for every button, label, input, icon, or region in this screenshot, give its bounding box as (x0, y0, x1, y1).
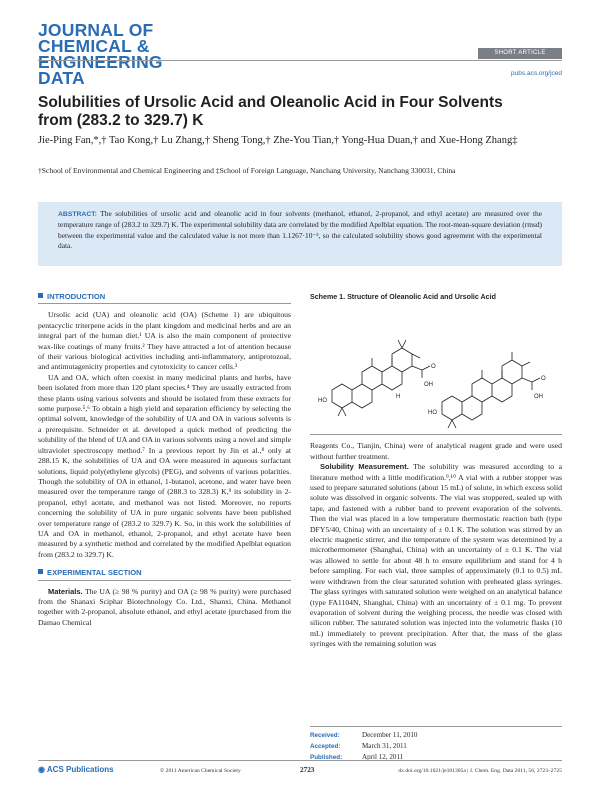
ring (502, 360, 522, 384)
publication-dates (310, 726, 562, 763)
journal-url[interactable]: pubs.acs.org/jced (511, 70, 562, 77)
doi-citation[interactable]: dx.doi.org/10.1021/je101305a | J. Chem. Eng. Data 2011, 56, 2723–2725 (398, 768, 562, 774)
paragraph (310, 462, 562, 649)
date-label: Received: (310, 732, 340, 739)
right-column (310, 292, 562, 650)
abstract-label: ABSTRACT: (58, 211, 97, 218)
paragraph-text: The solubility was measured according to a literature method with a little modification.⁹,¹⁰ A vial with a rubber stopper was used to prepare saturated solutions (about 15 mL) of solute, in which excess solid solute was dissolved in organic solvents. The vial was stoppered, sealed up with tape, and fastened with a rubber band to prevent evaporation of the solvents. Then the vial was placed in a low temperature thermostatic reaction bath (type DFY5/40, China) with an uncertainty of ± 0.1 K. The solution was stirred by an electric magnetic stirrer, and the temperature of the system was determined by a microthermometer (Shanghai, China) with an uncertainty of ± 0.1 K. The vial was allowed to settle for about 48 h to ensure equilibrium and stand for 4 h before sampling. For each vial, three samples of approximately (0.1 to 0.5) mL were withdrawn from the clear saturated solution with preheated glass syringes. The glass syringes with saturated solution were weighed on an analytical balance (type FA1104N, Shanghai, China) with an uncertainty of ± 0.1 mg. To prevent evaporation of solvent during the weighing process, the needle was closed with silicon rubber. The saturated solution was injected into the volumetric flasks (10 mL) immediately to prevent precipitation. After that, the mass of the glass syringes with the remaining solution was (310, 462, 562, 649)
ring (442, 396, 462, 420)
section-heading-text: INTRODUCTION (47, 292, 106, 301)
section-marker-icon (38, 569, 43, 574)
atom-label: OH (534, 394, 543, 401)
journal-logo-line: CHEMICAL & (38, 36, 150, 56)
subsection-label: Materials. (48, 586, 83, 596)
journal-logo (38, 22, 208, 86)
carboxyl-bonds (522, 378, 540, 390)
atom-label: O (431, 364, 436, 371)
section-heading-text: EXPERIMENTAL SECTION (47, 568, 142, 578)
header-divider (38, 60, 562, 61)
date-value: April 12, 2011 (362, 753, 404, 761)
paragraph: Ursolic acid (UA) and oleanolic acid (OA) (Scheme 1) are ubiquitous pentacyclic triterpene acids in the plant kingdom and medicinal herbs and are an integral part of the human diet.¹ UA is also the main component of protective wax-like coatings of many fruits.² They have attracted a lot of attention because of their various biological activities including anti-inflammatory, antiprotozoal, and antimutagenicity properties and cytotoxicity to cancer cells.³ (38, 310, 291, 372)
ring (492, 378, 512, 402)
affiliation: †School of Environmental and Chemical Engineering and ‡School of Foreign Language, Nanchang University, Nanchang 330031, China (38, 166, 456, 175)
page-number: 2723 (300, 766, 315, 774)
section-heading-introduction (38, 292, 291, 304)
paragraph (38, 587, 291, 629)
journal-logo-line: JOURNAL OF (38, 20, 154, 40)
date-value: December 11, 2010 (362, 731, 418, 739)
subsection-label: Solubility Measurement. (320, 462, 409, 472)
publisher-logo (38, 765, 114, 774)
ring (362, 366, 382, 390)
paragraph: Reagents Co., Tianjin, China) were of analytical reagent grade and were used without further treatment. (310, 441, 562, 461)
atom-label: OH (424, 382, 433, 389)
journal-logo-line: ENGINEERING (38, 52, 163, 72)
date-row (310, 741, 562, 752)
abstract-text: The solubilities of ursolic acid and oleanolic acid in four solvents (methanol, ethanol, 2-propanol, and ethyl acetate) are measured over the temperature range of (283.2 to 329.7) K. The experimental solubility data are correlated by the modified Apelblat equation. The root-mean-square deviation (rmsd) between the experimental value and the calculated value is not more than 1.1267·10⁻³, so the calculated solubility shows good agreement with the experimental data. (58, 209, 542, 251)
copyright: © 2011 American Chemical Society (160, 768, 241, 774)
date-label: Published: (310, 754, 343, 761)
publisher-name: ACS Publications (46, 765, 114, 774)
ring (462, 396, 482, 420)
ring (392, 348, 412, 372)
atom-label: H (396, 394, 401, 401)
ring (472, 378, 492, 402)
journal-logo-line: DATA (38, 68, 85, 88)
article-title: Solubilities of Ursolic Acid and Oleanolic Acid in Four Solvents from (283.2 to 329.7) K (38, 94, 503, 129)
ring (382, 366, 402, 390)
scheme-figure (310, 302, 562, 435)
ring (332, 384, 352, 408)
atom-label: O (541, 376, 546, 383)
scheme-title: Scheme 1. Structure of Oleanolic Acid and Ursolic Acid (310, 293, 496, 301)
footer-divider (38, 760, 562, 761)
abstract-box (38, 202, 562, 266)
ring (352, 384, 372, 408)
date-row (310, 730, 562, 741)
date-row (310, 752, 562, 763)
date-label: Accepted: (310, 743, 341, 750)
atom-label: HO (428, 410, 437, 417)
atom-label: HO (318, 398, 327, 405)
article-type-badge: SHORT ARTICLE (478, 48, 562, 59)
carboxyl-bonds (412, 366, 430, 378)
section-marker-icon (38, 293, 43, 298)
chemical-structure-figure (310, 302, 562, 434)
paragraph-text: The UA (≥ 98 % purity) and OA (≥ 98 % purity) were purchased from the Shanaxi Sciphar Biotechnology Co. Ltd., Shanxi, China. Methanol together with 2-propanol, absolute ethanol, and ethyl acetate (purchased from the Damao Chemical (38, 586, 291, 627)
section-heading-experimental (38, 568, 291, 580)
left-column (38, 292, 291, 628)
date-value: March 31, 2011 (362, 742, 407, 750)
page-footer (38, 765, 562, 777)
author-list: Jie-Ping Fan,*,† Tao Kong,† Lu Zhang,† Sheng Tong,† Zhe-You Tian,† Yong-Hua Duan,† and Xue-Hong Zhang‡ (38, 135, 518, 146)
paragraph: UA and OA, which often coexist in many medicinal plants and herbs, have been isolated from more than 120 plant species.⁴ They are usually extracted from these plants using various solvents and should be isolated from these extracts for some purpose.⁵,⁶ To obtain a high yield and separation efficiency by selecting the optimal solvent, knowledge of the solubility of UA and OA in various solvents is a prerequisite. Schneider et al. developed a quick method of predicting the solubility of the blend of UA and OA in various solvents using a novel and simple ultraviolet spectroscopy method.⁷ In a previous report by Jin et al.,⁸ only at 288.15 K, the solubilities of UA and OA were measured in aqueous surfactant solutions, liquid poly(ethylene glycols) (PEG), and solvents of various polarities. Though the solubility of OA in ethanol, 1-butanol, acetone, and water have been measured over the temperature range of (288.3 to 328.3) K,⁹ its solubility in 2-propanol, ethyl acetate, and methanol was not listed. Moreover, no reports concerning the solubility of UA in pure organic solvents have been published over temperature range of (283.2 to 329.7) K. So, in this work the solubilities of UA and OA in methanol, ethanol, 2-propanol, and ethyl acetate have been measured by a synthetic method and correlated by the modified Apelblat equation from (283.2 to 329.7) K. (38, 372, 291, 559)
acs-logo-icon: ◉ (38, 765, 47, 774)
